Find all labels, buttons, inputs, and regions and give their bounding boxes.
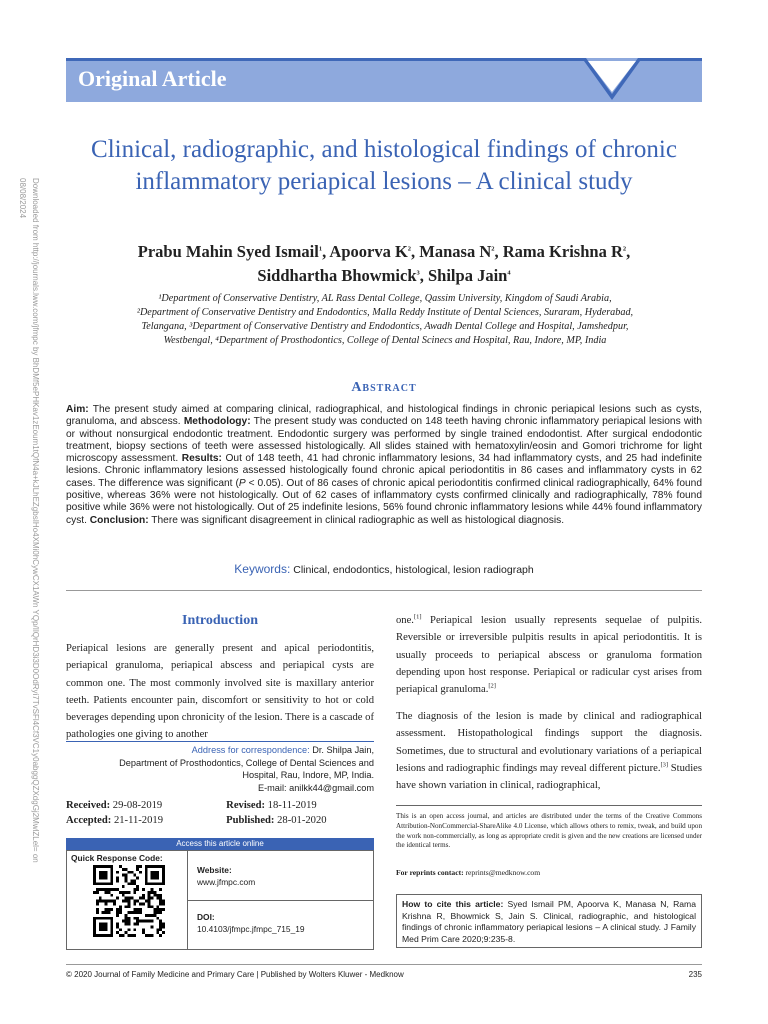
conclusion-label: Conclusion: — [89, 514, 149, 526]
author-line: Siddhartha Bhowmick$^3$, Shilpa Jain$^4$ — [257, 266, 511, 285]
journal-footer: © 2020 Journal of Family Medicine and Primary Care | Published by Wolters Kluwer - Medknow — [66, 970, 404, 979]
website-label: Website: — [197, 865, 232, 875]
accepted-label: Accepted: — [66, 815, 112, 826]
para-text: The diagnosis of the lesion is made by clinical and radiographical assessment. Histopathological findings support the diagnosis. Sometimes, due to structural and evolutionary variations of a periapical lesions and radiographic findings may reveal different picture. — [396, 711, 702, 774]
correspondence-line: Hospital, Rau, Indore, MP, India. — [242, 770, 374, 780]
correspondence-line: Department of Prosthodontics, College of Dental Sciences and — [119, 757, 374, 768]
section-divider — [66, 590, 702, 591]
received-date: 29-08-2019 — [110, 800, 163, 811]
qr-code-icon[interactable] — [93, 865, 165, 937]
revised-label: Revised: — [226, 800, 266, 811]
qr-label: Quick Response Code: — [71, 853, 163, 863]
received-label: Received: — [66, 800, 111, 811]
results-text: Out of 148 teeth, 41 had chronic inflammatory lesions, 34 had inflammatory cysts, and 25 had indefinite lesions. Chronic inflammatory lesions assessed histologically found chronic apical periodontitis in 86 cases and inflammatory cysts in 62 cases. The difference was significant ( — [66, 453, 702, 489]
accepted-date: 21-11-2019 — [111, 815, 163, 826]
keywords — [0, 562, 768, 576]
aim-label: Aim: — [66, 404, 89, 415]
affiliation-line: ¹Department of Conservative Dentistry, AL Rass Dental College, Qassim University, Kingdom of Saudi Arabia, — [158, 293, 612, 304]
license-divider — [396, 805, 702, 806]
access-online-box — [66, 850, 374, 950]
author-name: Manasa N — [419, 242, 492, 261]
reference-2: [2] — [488, 682, 496, 690]
correspondence-divider — [66, 741, 374, 742]
abstract-heading: Abstract — [351, 380, 417, 395]
correspondence-label: Address for correspondence: — [191, 745, 310, 755]
author-affiliation-marker: 2 — [407, 245, 412, 253]
methods-label: Methodology: — [183, 416, 251, 428]
author-name: Prabu Mahin Syed Ismail — [137, 242, 319, 261]
access-divider — [187, 900, 373, 901]
article-dates — [66, 798, 374, 828]
author-line: Prabu Mahin Syed Ismail$^1$, Apoorva $K^2$, Manasa $N^2$, Rama Krishna $R^2$, — [137, 242, 631, 261]
author-affiliation-marker: 4 — [507, 269, 511, 277]
keywords-label: Keywords: — [234, 562, 291, 576]
reprints-label: For reprints contact: — [396, 868, 464, 877]
para-text: one. — [396, 615, 414, 626]
para-text: Periapical lesion usually represents sequelae of pulpitis. Reversible or irreversible pulpitis results in apical periodontitis. It is usually proceeds to periapical abscess or granuloma formation depending upon host response. Periapical or radicular cyst arises from periapical granuloma. — [396, 615, 702, 696]
author-list — [86, 240, 682, 288]
cite-text: Syed Ismail PM, Apoorva K, Manasa N, Rama Krishna R, Bhowmick S, Jain S. Clinical, radiographic, and histological findings of chronic inflammatory periapical lesions – A clinical study. J Family Med Prim Care 2020;9:235-8. — [402, 899, 696, 944]
website-link[interactable]: www.jfmpc.com — [197, 877, 256, 887]
author-name: Shilpa Jain — [428, 266, 508, 285]
affiliation-line: ²Department of Conservative Dentistry and Endodontics, Malla Reddy Institute of Dental Sciences, Suraram, Hyderabad, — [136, 307, 634, 318]
cite-label: How to cite this article: — [402, 899, 504, 909]
affiliations — [80, 292, 690, 348]
results-text-cont: < 0.05). Out of 86 cases of chronic apical periodontitis confirmed clinical radiographically, 64% found positive, whereas 36% were not histologically. Out of 62 cases of inflammatory cysts confirmed clinically and radiographically, 78% found positive while 36% were not histologically. Out of 25 indefinite lesions, 56% found chronic inflammatory lesions while 44% found inflammatory cyst. — [66, 477, 702, 526]
author-name: Apoorva K — [329, 242, 408, 261]
author-affiliation-marker: 2 — [622, 245, 627, 253]
doi-label: DOI: — [197, 912, 215, 922]
doi-link[interactable]: 10.4103/jfmpc.jfmpc_715_19 — [197, 924, 305, 934]
intro-paragraph-3 — [396, 708, 702, 794]
reference-3: [3] — [660, 761, 669, 769]
banner-chevron-icon — [560, 58, 702, 102]
correspondence-email: E-mail: anilkk44@gmail.com — [257, 782, 374, 793]
conclusion-text: There was significant disagreement in clinical radiographic as well as histological diagnosis. — [148, 514, 565, 526]
author-name: Rama Krishna R — [502, 242, 623, 261]
article-type-label: Original Article — [78, 66, 227, 91]
access-online-header: Access this article online — [66, 838, 374, 850]
abstract-body — [66, 404, 702, 527]
introduction-heading: Introduction — [182, 613, 258, 628]
page-number: 235 — [688, 970, 702, 979]
license-notice: This is an open access journal, and articles are distributed under the terms of the Creative Commons Attribution-NonCommercial-ShareAlike 4.0 License, which allows others to remix, tweak, and build upon the work non-commercially, as long as appropriate credit is given and the new creations are licensed under the identical terms. — [396, 812, 702, 850]
published-label: Published: — [226, 815, 275, 826]
affiliation-line: Westbengal, ⁴Department of Prosthodontics, College of Dental Scinecs and Hospital, Rau, Indore, MP, India — [163, 335, 607, 346]
reference-1: [1] — [413, 613, 422, 621]
author-affiliation-marker: 3 — [416, 269, 420, 277]
reprints-contact — [396, 868, 540, 877]
para-text: Studies have shown variation in clinical, radiographical, — [396, 762, 702, 792]
paper-title: Clinical, radiographic, and histological findings of chronic inflammatory periapical lesions – A clinical study — [91, 136, 677, 195]
intro-paragraph-2 — [396, 612, 702, 698]
published-date: 28-01-2020 — [274, 815, 327, 826]
correspondence-name: Dr. Shilpa Jain, — [309, 745, 374, 755]
footer-divider — [66, 964, 702, 965]
correspondence-block — [66, 744, 374, 794]
author-affiliation-marker: 2 — [491, 245, 495, 253]
aim-text: The present study aimed at comparing clinical, radiographical, and histological findings in chronic periapical lesions such as cysts, granuloma, and abscess. — [66, 404, 702, 428]
methods-text: The present study was conducted on 148 teeth having chronic inflammatory periapical lesions with or without nonsurgical endodontic treatment. Endodontic surgery was performed by single trained endodontist. After surgical endodontic treatment, biopsy sections of teeth were assessed histologically. All slides stained with hematoxylin/eosin and Gomori trichrome for light microscopy assessment. — [66, 416, 702, 465]
keywords-value: Clinical, endodontics, histological, lesion radiograph — [293, 564, 534, 576]
p-symbol: P — [238, 477, 246, 489]
reprints-email[interactable]: reprints@medknow.com — [463, 868, 541, 877]
author-affiliation-marker: 1 — [318, 245, 323, 253]
citation-box — [396, 894, 702, 948]
intro-paragraph-1: Periapical lesions are generally present and apical periodontitis, periapical granuloma, periapical abscess and periapical cysts are common one. The most commonly involved site is maxillary anterior teeth. Patients encounter pain, discomfort or sensitivity to hot or cold beverages depending upon chronicity of the lesion. There is a cascade of pathologies one giving to another — [66, 643, 374, 741]
affiliation-line: Telangana, ³Department of Conservative Dentistry and Endodontics, Awadh Dental College and Hospital, Jamshedpur, — [141, 321, 629, 332]
results-label: Results: — [181, 453, 222, 465]
download-watermark: Downloaded from http://journals.lww.com/jfmpc by BhDMf5ePHKav1zEoum1tQfN4a+kJLhEZgbsIHo4XMi0hCywCX1AWn YQp/IlQrHD3i3D0OdRyi7TvSFl4Cf3VC1y0abggQZXdgGj2MwlZLel= on 08/08/2024 — [18, 178, 40, 863]
revised-date: 18-11-2019 — [265, 800, 317, 811]
author-name: Siddhartha Bhowmick — [257, 266, 417, 285]
